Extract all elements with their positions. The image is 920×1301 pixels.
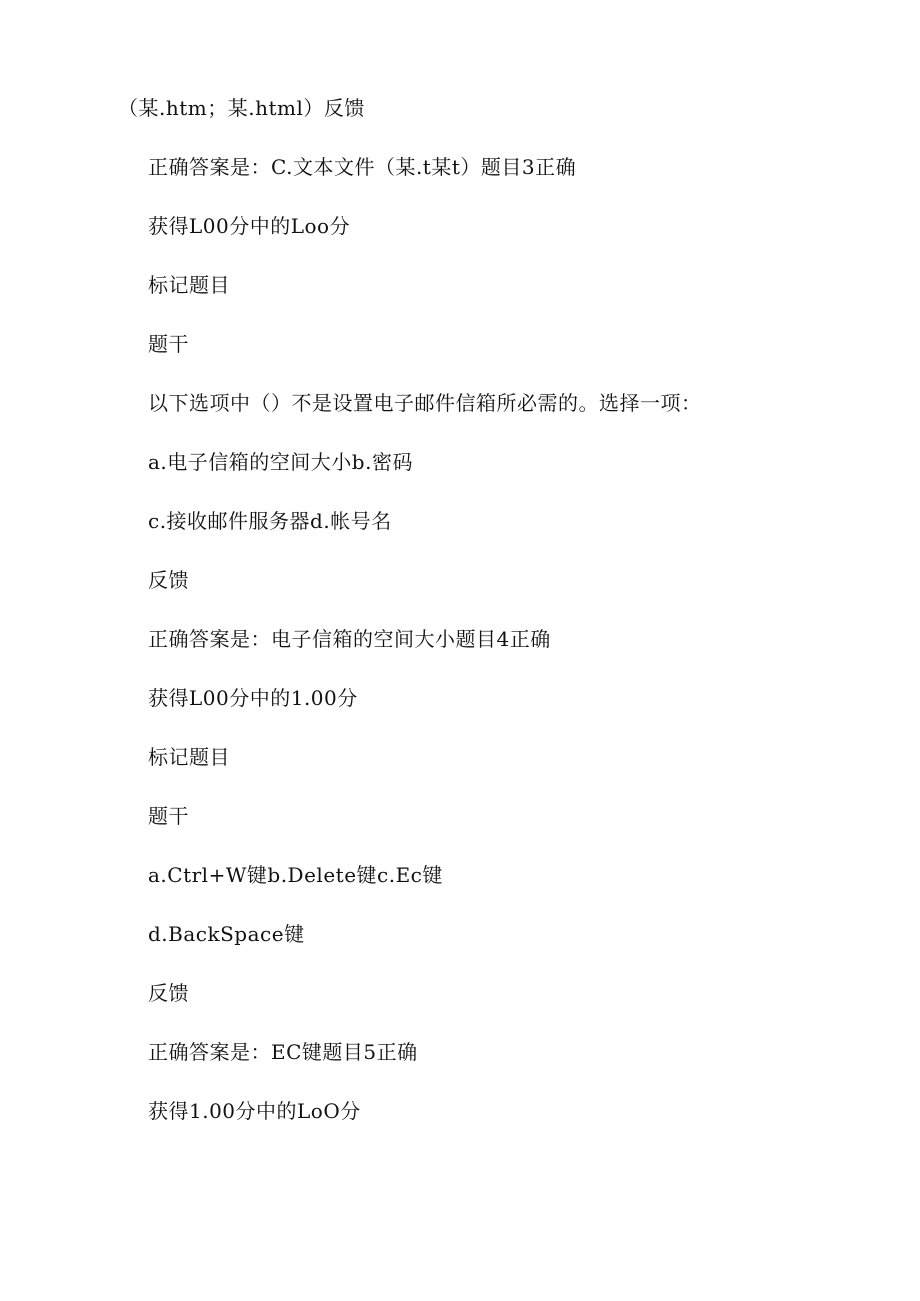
text-line-option-d: d.BackSpace键 (148, 922, 305, 946)
text-line-correct-answer-q4: 正确答案是：电子信箱的空间大小题目4正确 (148, 627, 551, 651)
text-line-question-stem-label: 题干 (148, 804, 189, 828)
text-line-source-feedback: （某.htm；某.html）反馈 (118, 96, 365, 120)
text-line-correct-answer-q5: 正确答案是：EC键题目5正确 (148, 1040, 418, 1064)
text-line-correct-answer-q3: 正确答案是：C.文本文件（某.t某t）题目3正确 (148, 155, 577, 179)
text-line-question-q4: 以下选项中（）不是设置电子邮件信箱所必需的。选择一项： (148, 391, 702, 415)
text-line-question-stem-label: 题干 (148, 332, 189, 356)
text-line-flag-question: 标记题目 (148, 745, 230, 769)
text-line-options-a-b-c: a.Ctrl+W键b.Delete键c.Ec键 (148, 863, 443, 887)
text-line-options-c-d: c.接收邮件服务器d.帐号名 (148, 509, 392, 533)
text-line-feedback: 反馈 (148, 568, 189, 592)
text-line-score-q5: 获得1.00分中的LoO分 (148, 1099, 361, 1123)
text-line-feedback: 反馈 (148, 981, 189, 1005)
text-line-score-q3: 获得L00分中的Loo分 (148, 214, 351, 238)
text-line-options-a-b: a.电子信箱的空间大小b.密码 (148, 450, 413, 474)
text-line-score-q4: 获得L00分中的1.00分 (148, 686, 358, 710)
text-line-flag-question: 标记题目 (148, 273, 230, 297)
